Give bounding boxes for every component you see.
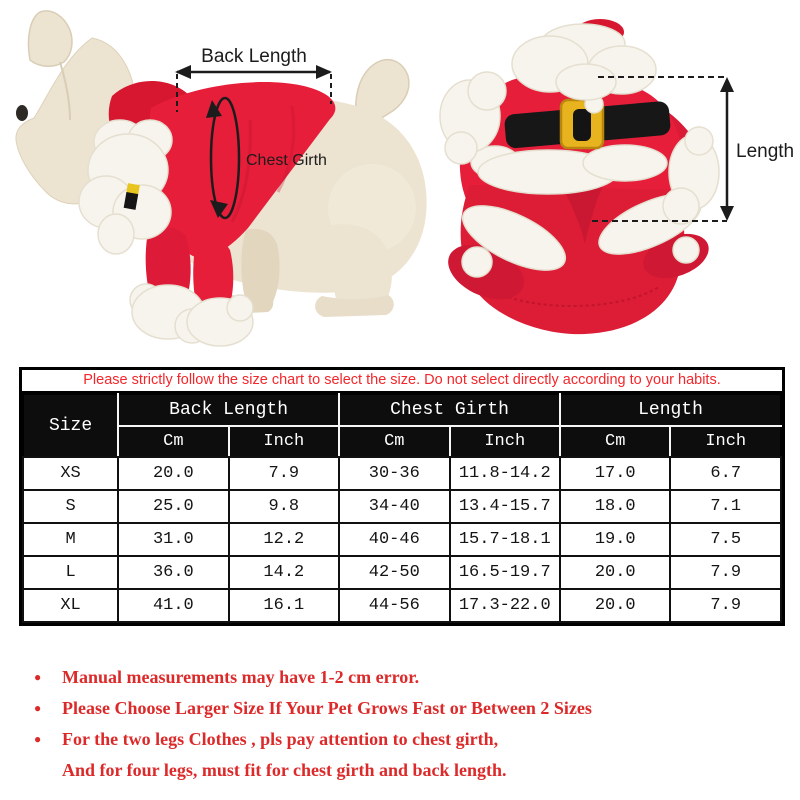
- unit-header: Cm: [339, 426, 449, 457]
- col-header-chest-girth: Chest Girth: [339, 394, 560, 426]
- table-cell: 19.0: [560, 523, 670, 556]
- table-cell: 7.9: [670, 556, 781, 589]
- note-item: [34, 693, 592, 724]
- size-label: L: [23, 556, 118, 589]
- size-label: M: [23, 523, 118, 556]
- bullet-icon: ●: [34, 701, 42, 715]
- table-row-s: [23, 490, 781, 523]
- table-cell: 6.7: [670, 457, 781, 490]
- table-cell: 41.0: [118, 589, 228, 622]
- size-chart-warning: Please strictly follow the size chart to select the size. Do not select directly according to your habits.: [22, 370, 782, 393]
- dog-mannequin-side-view: [16, 11, 427, 346]
- product-illustration: [0, 0, 800, 362]
- table-cell: 20.0: [560, 589, 670, 622]
- table-row-l: [23, 556, 781, 589]
- unit-header: Inch: [670, 426, 781, 457]
- note-item: [34, 724, 592, 755]
- note-item: [34, 662, 592, 693]
- coat-boot-fluff: [130, 284, 253, 346]
- table-cell: 7.9: [670, 589, 781, 622]
- size-label: XL: [23, 589, 118, 622]
- note-text: Please Choose Larger Size If Your Pet Grows Fast or Between 2 Sizes: [62, 698, 592, 718]
- table-cell: 31.0: [118, 523, 228, 556]
- table-cell: 20.0: [560, 556, 670, 589]
- table-cell: 34-40: [339, 490, 449, 523]
- table-cell: 16.1: [229, 589, 339, 622]
- costume-collar-fluff: [512, 24, 656, 100]
- table-cell: 18.0: [560, 490, 670, 523]
- table-cell: 11.8-14.2: [450, 457, 560, 490]
- size-label: S: [23, 490, 118, 523]
- table-cell: 40-46: [339, 523, 449, 556]
- table-row-m: [23, 523, 781, 556]
- back-length-label: Back Length: [201, 46, 307, 67]
- table-cell: 16.5-19.7: [450, 556, 560, 589]
- bullet-icon: ●: [34, 670, 42, 684]
- note-item-continuation: [34, 755, 592, 786]
- table-cell: 20.0: [118, 457, 228, 490]
- note-text: And for four legs, must fit for chest girth and back length.: [62, 760, 507, 780]
- table-cell: 12.2: [229, 523, 339, 556]
- size-label: XS: [23, 457, 118, 490]
- table-cell: 13.4-15.7: [450, 490, 560, 523]
- dog-far-front-leg: [241, 229, 279, 308]
- col-header-length: Length: [560, 394, 781, 426]
- table-row-xl: [23, 589, 781, 622]
- chest-girth-label: Chest Girth: [246, 152, 327, 169]
- unit-header: Inch: [229, 426, 339, 457]
- table-cell: 30-36: [339, 457, 449, 490]
- table-cell: 36.0: [118, 556, 228, 589]
- unit-header: Cm: [560, 426, 670, 457]
- note-text: For the two legs Clothes , pls pay attention to chest girth,: [62, 729, 499, 749]
- table-cell: 7.9: [229, 457, 339, 490]
- table-row-xs: [23, 457, 781, 490]
- table-cell: 14.2: [229, 556, 339, 589]
- col-header-back-length: Back Length: [118, 394, 339, 426]
- unit-header: Cm: [118, 426, 228, 457]
- length-label: Length: [736, 141, 795, 162]
- bullet-icon: ●: [34, 732, 42, 746]
- table-cell: 17.3-22.0: [450, 589, 560, 622]
- size-table: [22, 393, 782, 623]
- table-cell: 7.1: [670, 490, 781, 523]
- col-header-size: Size: [23, 394, 118, 457]
- size-chart: [19, 367, 785, 626]
- table-cell: 7.5: [670, 523, 781, 556]
- table-cell: 9.8: [229, 490, 339, 523]
- header-group-row: [23, 394, 781, 426]
- note-text: Manual measurements may have 1-2 cm error.: [62, 667, 420, 687]
- dog-ear: [28, 11, 72, 66]
- unit-header: Inch: [450, 426, 560, 457]
- costume-front-view: [440, 19, 794, 334]
- table-cell: 44-56: [339, 589, 449, 622]
- table-cell: 25.0: [118, 490, 228, 523]
- header-units-row: [23, 426, 781, 457]
- table-cell: 17.0: [560, 457, 670, 490]
- table-cell: 15.7-18.1: [450, 523, 560, 556]
- dog-eye: [16, 105, 28, 121]
- notes: [34, 662, 592, 786]
- table-cell: 42-50: [339, 556, 449, 589]
